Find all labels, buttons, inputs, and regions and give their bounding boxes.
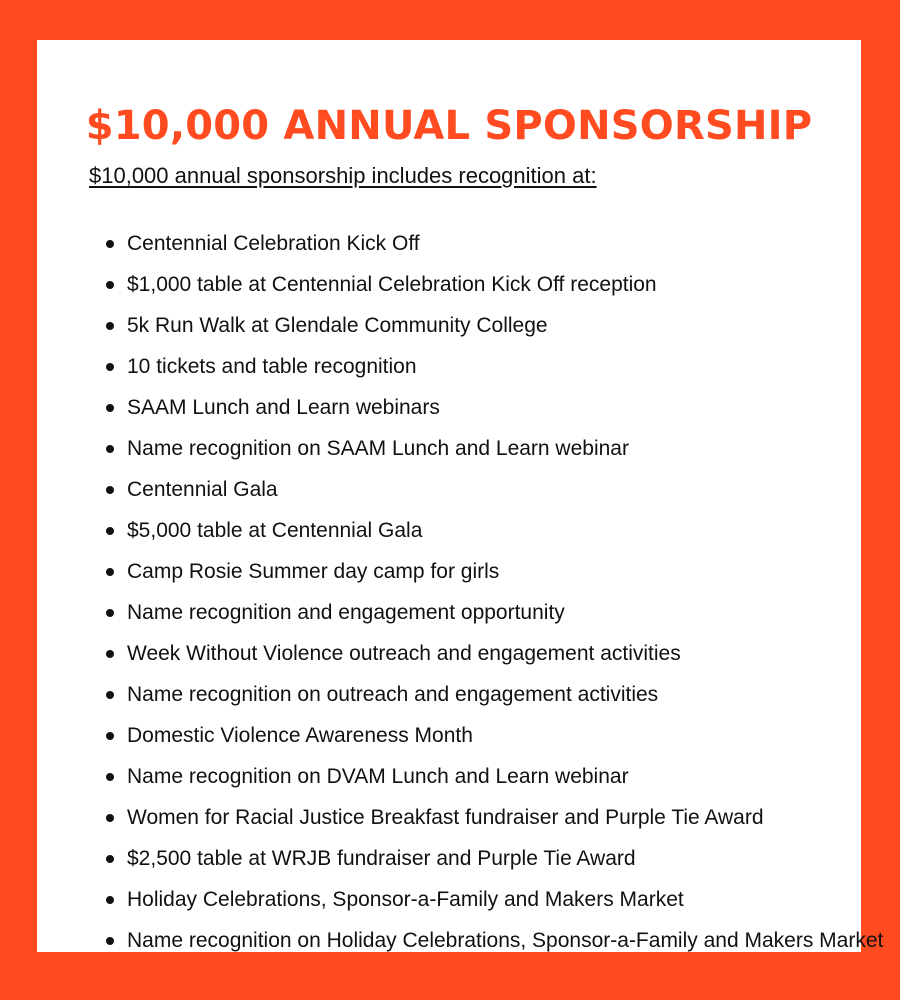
bullet-icon bbox=[106, 240, 114, 248]
list-item bbox=[127, 478, 897, 519]
list-item-label: Domestic Violence Awareness Month bbox=[127, 724, 473, 747]
list-item-label: Name recognition on DVAM Lunch and Learn webinar bbox=[127, 765, 629, 788]
bullet-icon bbox=[106, 281, 114, 289]
list-item-label: Centennial Gala bbox=[127, 478, 278, 501]
list-item bbox=[127, 560, 897, 601]
list-item-label: 5k Run Walk at Glendale Community College bbox=[127, 314, 548, 337]
list-item bbox=[127, 396, 897, 437]
list-item bbox=[127, 519, 897, 560]
benefits-list bbox=[127, 232, 897, 970]
list-item-label: Name recognition on Holiday Celebrations, Sponsor-a-Family and Makers Market bbox=[127, 929, 884, 952]
bullet-icon bbox=[106, 814, 114, 822]
list-item bbox=[127, 683, 897, 724]
list-item bbox=[127, 642, 897, 683]
bullet-icon bbox=[106, 896, 114, 904]
list-item-label: Women for Racial Justice Breakfast fundraiser and Purple Tie Award bbox=[127, 806, 764, 829]
list-item-label: Camp Rosie Summer day camp for girls bbox=[127, 560, 500, 583]
section-subtitle: $10,000 annual sponsorship includes recognition at: bbox=[89, 163, 597, 188]
list-item-label: $1,000 table at Centennial Celebration Kick Off reception bbox=[127, 273, 657, 296]
list-item bbox=[127, 273, 897, 314]
bullet-icon bbox=[106, 691, 114, 699]
page-title: $10,000 ANNUAL SPONSORSHIP bbox=[85, 103, 813, 149]
list-item-label: $5,000 table at Centennial Gala bbox=[127, 519, 423, 542]
bullet-icon bbox=[106, 486, 114, 494]
bullet-icon bbox=[106, 322, 114, 330]
list-item-label: $2,500 table at WRJB fundraiser and Purple Tie Award bbox=[127, 847, 636, 870]
bullet-icon bbox=[106, 609, 114, 617]
list-item bbox=[127, 806, 897, 847]
list-item-label: Week Without Violence outreach and engagement activities bbox=[127, 642, 681, 665]
bullet-icon bbox=[106, 527, 114, 535]
list-item bbox=[127, 765, 897, 806]
bullet-icon bbox=[106, 855, 114, 863]
list-item-label: Holiday Celebrations, Sponsor-a-Family and Makers Market bbox=[127, 888, 684, 911]
list-item bbox=[127, 847, 897, 888]
bullet-icon bbox=[106, 568, 114, 576]
list-item bbox=[127, 314, 897, 355]
bullet-icon bbox=[106, 732, 114, 740]
list-item-label: Centennial Celebration Kick Off bbox=[127, 232, 420, 255]
bullet-icon bbox=[106, 773, 114, 781]
list-item bbox=[127, 929, 897, 970]
bullet-icon bbox=[106, 363, 114, 371]
list-item-label: SAAM Lunch and Learn webinars bbox=[127, 396, 440, 419]
list-item bbox=[127, 601, 897, 642]
bullet-icon bbox=[106, 650, 114, 658]
list-item-label: Name recognition on outreach and engagement activities bbox=[127, 683, 659, 706]
bullet-icon bbox=[106, 404, 114, 412]
list-item-label: 10 tickets and table recognition bbox=[127, 355, 417, 378]
list-item bbox=[127, 355, 897, 396]
list-item bbox=[127, 888, 897, 929]
sponsorship-card bbox=[37, 40, 884, 952]
list-item bbox=[127, 232, 897, 273]
bullet-icon bbox=[106, 445, 114, 453]
list-item bbox=[127, 724, 897, 765]
list-item-label: Name recognition on SAAM Lunch and Learn webinar bbox=[127, 437, 629, 460]
list-item-label: Name recognition and engagement opportunity bbox=[127, 601, 565, 624]
list-item bbox=[127, 437, 897, 478]
bullet-icon bbox=[106, 937, 114, 945]
